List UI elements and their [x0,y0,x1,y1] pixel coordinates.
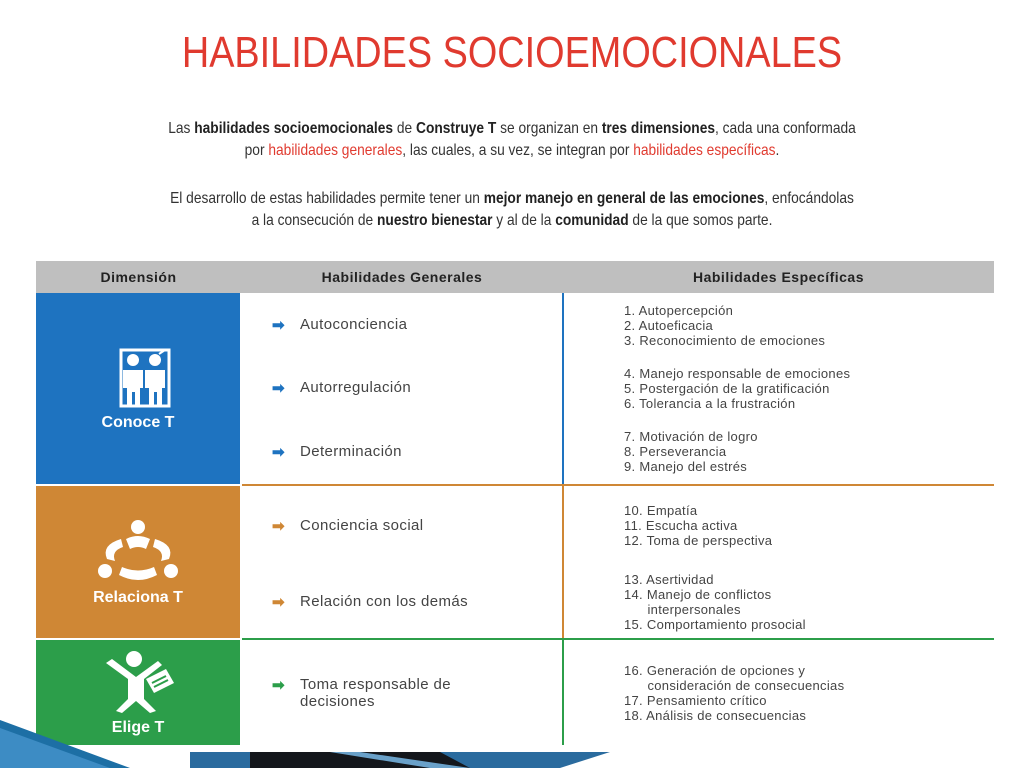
specific-skills [563,485,994,565]
specific-skill: 15. Comportamiento prosocial [624,616,806,632]
specific-skill: consideración de consecuencias [624,677,845,693]
general-skill-label: Conciencia social [300,516,424,534]
general-skill-label: Relación con los demás [300,592,469,610]
specific-skill: 14. Manejo de conflictos [624,586,772,602]
arrow-icon: ➡ [272,380,285,397]
specific-skill: 13. Asertividad [624,571,714,587]
specific-skill: 1. Autopercepción [624,302,734,318]
general-skill-label: Autoconciencia [300,316,408,333]
specific-skill: 7. Motivación de logro [624,429,758,444]
specific-skills [563,565,994,639]
specific-skills [563,357,994,419]
general-skill [241,485,563,565]
specific-skill: 17. Pensamiento crítico [624,692,767,708]
general-skill [241,357,563,419]
dimension-relaciona-t [36,485,241,639]
arrow-icon: ➡ [272,593,285,611]
specific-skill: 9. Manejo del estrés [624,459,748,474]
general-skill-label: Autorregulación [300,379,412,396]
arrow-icon: ➡ [272,443,285,461]
page-title: HABILIDADES SOCIOEMOCIONALES [181,28,843,77]
table-header-row [36,261,994,293]
general-skill-label: Determinación [300,442,402,460]
dimension-conoce-t [36,293,241,485]
specific-skill: 16. Generación de opciones y [624,662,806,678]
skills-table [36,261,994,745]
arrow-icon: ➡ [272,676,285,694]
general-skill [241,419,563,485]
header-specific: Habilidades Específicas [563,261,994,293]
specific-skill: 18. Análisis de consecuencias [624,707,807,723]
arrow-icon: ➡ [272,317,285,334]
header-general: Habilidades Generales [241,261,563,293]
specific-skill: 3. Reconocimiento de emociones [624,332,826,348]
dimension-label: Conoce T [101,413,175,431]
people-circle-icon [93,517,183,583]
specific-skill: interpersonales [624,601,741,617]
people-mirror-icon [103,346,173,408]
specific-skill: 12. Toma de perspectiva [624,533,773,548]
specific-skill: 2. Autoeficacia [624,317,714,333]
specific-skills [563,293,994,357]
general-skill [241,293,563,357]
arrow-icon: ➡ [272,517,285,535]
slide-decoration [0,708,1024,768]
intro-paragraph-2: El desarrollo de estas habilidades permite tener un mejor manejo en general de las emociones, enfocándolas a la consecución de nuestro bienestar y al de la comunidad de la que somos parte. [170,190,854,229]
specific-skill: 6. Tolerancia a la frustración [624,395,796,411]
specific-skill: 8. Perseverancia [624,444,727,459]
header-dimension: Dimensión [36,261,241,293]
specific-skill: 10. Empatía [624,503,698,518]
dimension-label: Elige T [111,718,165,736]
specific-skill: 4. Manejo responsable de emociones [624,365,851,381]
intro-paragraph-1: Las habilidades socioemocionales de Construye T se organizan en tres dimensiones, cada una conformada por habilidades generales, las cuales, a su vez, se integran por habilidades específicas. [168,120,856,159]
person-choice-icon [98,649,178,713]
dimension-label: Relaciona T [93,589,183,606]
general-skill-label: Toma responsable de decisiones [300,675,452,710]
specific-skill: 5. Postergación de la gratificación [624,380,830,396]
general-skill [241,565,563,639]
specific-skills [563,419,994,485]
specific-skill: 11. Escucha activa [624,518,738,533]
